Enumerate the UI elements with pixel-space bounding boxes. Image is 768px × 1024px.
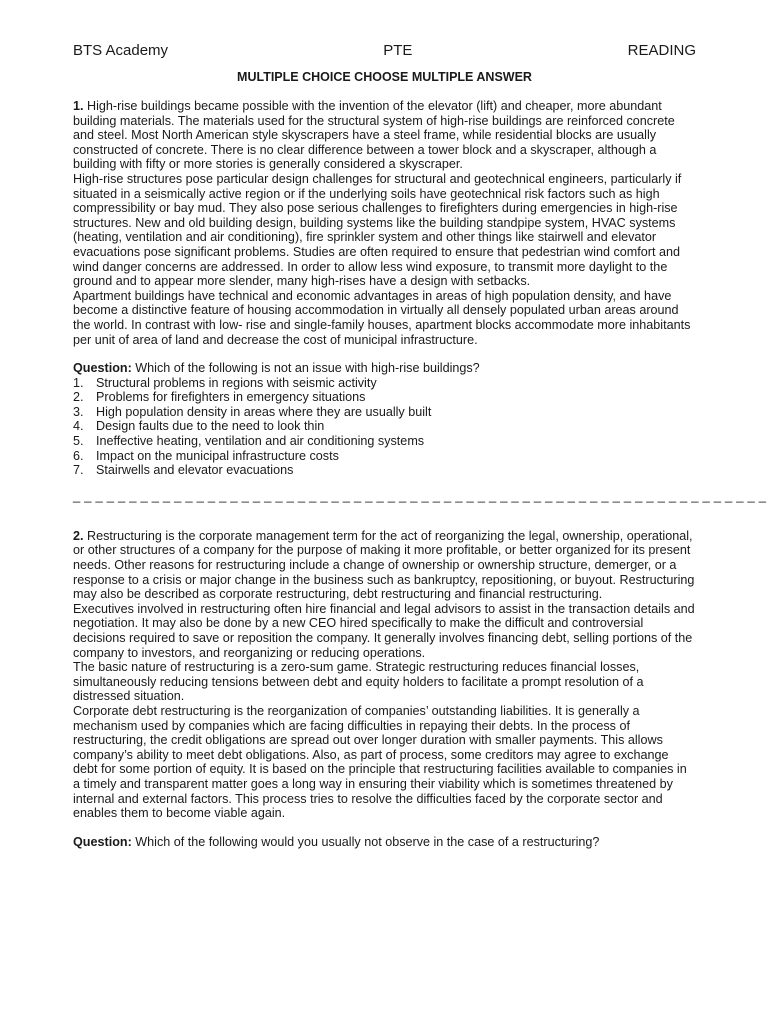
option-item [73, 405, 696, 420]
page-header [73, 42, 696, 60]
question-2 [73, 835, 696, 850]
page-title: MULTIPLE CHOICE CHOOSE MULTIPLE ANSWER [237, 70, 532, 84]
question-2-text: Which of the following would you usually not observe in the case of a restructuring? [131, 834, 600, 849]
passage-2-paragraph [73, 529, 696, 602]
option-number: 5. [73, 434, 84, 449]
passage-1-number: 1. [73, 99, 84, 113]
passage-1-text: High-rise buildings became possible with the invention of the elevator (lift) and cheaper, more abundant building materials. The materials used for the structural system of high-rise buildings are reinforced concrete and steel. Most North American style skyscrapers have a steel frame, while residential blocks are usually constructed of concrete. There is no clear difference between a tower block and a skyscraper, although a building with fifty or more stories is generally considered a skyscraper. [73, 99, 675, 172]
question-label: Question: [73, 834, 132, 849]
option-number: 6. [73, 448, 84, 463]
option-text: Impact on the municipal infrastructure costs [96, 448, 339, 463]
option-item [73, 463, 696, 478]
option-item [73, 390, 696, 405]
option-number: 4. [73, 419, 84, 434]
option-number: 7. [73, 463, 84, 478]
passage-2-text: Restructuring is the corporate management term for the act of reorganizing the legal, ownership, operational, or other structures of a company for the purpose of making it more profitable, or better organized for its present needs. Other reasons for restructuring include a change of ownership or ownership structure, demerger, or a response to a crisis or major change in the business such as bankruptcy, repositioning, or buyout. Restructuring may also be described as corporate restructuring, debt restructuring and financial restructuring. [73, 528, 695, 602]
passage-1 [73, 99, 696, 347]
header-center: PTE [383, 42, 413, 59]
option-text: Stairwells and elevator evacuations [96, 463, 294, 478]
option-item [73, 434, 696, 449]
question-1-prompt [73, 361, 696, 376]
passage-1-paragraph [73, 99, 696, 172]
question-2-prompt [73, 835, 696, 850]
question-1 [73, 361, 696, 478]
header-right: READING [627, 42, 696, 59]
option-text: Problems for firefighters in emergency situations [96, 390, 366, 405]
question-1-text: Which of the following is not an issue with high-rise buildings? [131, 361, 480, 376]
option-number: 2. [73, 390, 84, 405]
option-text: High population density in areas where they are usually built [96, 404, 432, 419]
option-text: Ineffective heating, ventilation and air conditioning systems [96, 434, 425, 449]
passage-2-number: 2. [73, 528, 84, 543]
passage-2-paragraph: The basic nature of restructuring is a zero-sum game. Strategic restructuring reduces financial losses, simultaneously reducing tensions between debt and equity holders to facilitate a prompt resolution of a distressed situation. [73, 660, 644, 704]
passage-1-paragraph: Apartment buildings have technical and economic advantages in areas of high population density, and have become a distinctive feature of housing accommodation in virtually all densely populated urban areas around the world. In contrast with low- rise and single-family houses, apartment blocks accommodate more inhabitants per unit of area of land and decrease the cost of municipal infrastructure. [73, 288, 691, 347]
section-divider: _ _ _ _ _ _ _ _ _ _ _ _ _ _ _ _ _ _ _ _ _ _ _ _ _ _ _ _ _ _ _ _ _ _ _ _ _ _ _ _ _ _ _ _ _ _ _ _ _ _ _ _ _ _ _ _ _ _ _ _ _ _ [73, 487, 767, 503]
passage-2-paragraph: Executives involved in restructuring often hire financial and legal advisors to assist in the transaction details and negotiation. It may also be done by a new CEO hired specifically to make the difficult and controversial decisions required to save or reposition the company. It generally involves financing debt, selling portions of the company to investors, and reorganizing or reducing operations. [73, 601, 695, 660]
option-text: Structural problems in regions with seismic activity [96, 375, 377, 390]
passage-2-paragraph: Corporate debt restructuring is the reorganization of companies’ outstanding liabilities. It is generally a mechanism used by companies which are facing difficulties in repaying their debts. In the process of restructuring, the credit obligations are spread out over longer duration with smaller payments. This allows company’s ability to meet debt obligations. Also, as part of process, some creditors may agree to exchange debt for some portion of equity. It is based on the principle that restructuring facilities available to companies in a timely and transparent matter goes a long way in ensuring their viability which is sometimes threatened by internal and external factors. This process tries to resolve the difficulties faced by the corporate sector and enables them to become viable again. [73, 703, 687, 821]
option-text: Design faults due to the need to look thin [96, 419, 325, 434]
passage-1-paragraph: High-rise structures pose particular design challenges for structural and geotechnical engineers, particularly if situated in a seismically active region or if the underlying soils have geotechnical risk factors such as high compressibility or bay mud. They also pose serious challenges to firefighters during emergencies in high-rise structures. New and old building design, building systems like the building standpipe system, HVAC systems (heating, ventilation and air conditioning), fire sprinkler system and other things like stairwell and elevator evacuations pose significant problems. Studies are often required to ensure that pedestrian wind comfort and wind danger concerns are addressed. In order to allow less wind exposure, to transmit more daylight to the ground and to appear more slender, many high-rises have a design with setbacks. [73, 171, 682, 289]
option-item [73, 376, 696, 391]
option-item [73, 449, 696, 464]
option-number: 3. [73, 404, 84, 419]
header-left: BTS Academy [73, 42, 169, 59]
option-item [73, 419, 696, 434]
question-1-options [73, 376, 696, 478]
option-number: 1. [73, 375, 84, 390]
passage-2 [73, 529, 696, 821]
question-label: Question: [73, 361, 132, 376]
